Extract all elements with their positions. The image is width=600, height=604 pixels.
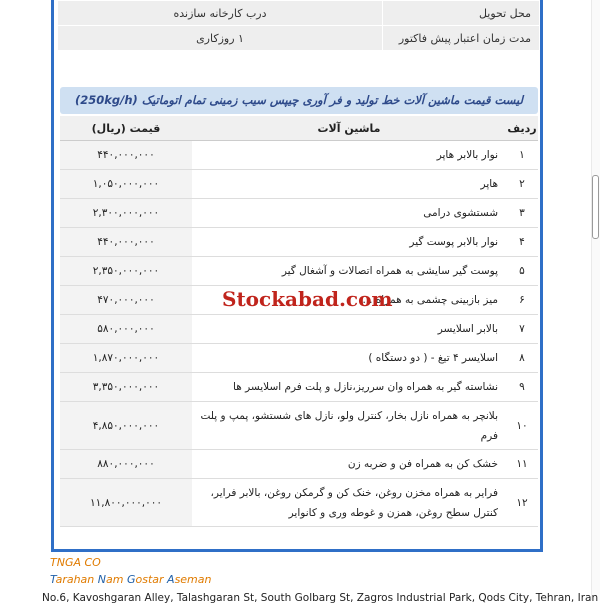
table-row xyxy=(60,479,538,527)
table-row xyxy=(60,373,538,402)
row-number: ۱۱ xyxy=(506,450,538,479)
info-value: درب کارخانه سازنده xyxy=(58,1,383,26)
machine-price: ۴۴۰,۰۰۰,۰۰۰ xyxy=(60,141,192,170)
machine-name: هاپر xyxy=(192,170,506,199)
price-list-title: لیست قیمت ماشین آلات خط تولید و فر آوری چیپس سیب زمینی تمام اتوماتیک (250kg/h) xyxy=(60,87,538,114)
table-row xyxy=(60,170,538,199)
tagline-word: am xyxy=(106,573,127,586)
table-header-row xyxy=(60,116,538,141)
machine-price: ۵۸۰,۰۰۰,۰۰۰ xyxy=(60,315,192,344)
machine-price: ۸۸۰,۰۰۰,۰۰۰ xyxy=(60,450,192,479)
watermark: Stockabad.com xyxy=(222,287,393,311)
tagline-initial: G xyxy=(126,573,136,586)
company-tagline xyxy=(50,573,212,586)
table-row xyxy=(60,228,538,257)
machine-price: ۴۷۰,۰۰۰,۰۰۰ xyxy=(60,286,192,315)
machine-name: نشاسته گیر به همراه وان سرریز،نازل و پلت فرم اسلایسر ها xyxy=(192,373,506,402)
tagline-initial: T xyxy=(50,573,56,586)
machine-price: ۲,۳۰۰,۰۰۰,۰۰۰ xyxy=(60,199,192,228)
machine-price: ۱۱,۸۰۰,۰۰۰,۰۰۰ xyxy=(60,479,192,527)
table-row xyxy=(60,450,538,479)
table-row xyxy=(60,199,538,228)
machine-price: ۱,۸۷۰,۰۰۰,۰۰۰ xyxy=(60,344,192,373)
footer xyxy=(50,556,212,586)
machine-price: ۱,۰۵۰,۰۰۰,۰۰۰ xyxy=(60,170,192,199)
machine-name: خشک کن به همراه فن و ضربه زن xyxy=(192,450,506,479)
machine-name: شستشوی درامی xyxy=(192,199,506,228)
machine-price: ۳,۳۵۰,۰۰۰,۰۰۰ xyxy=(60,373,192,402)
row-number: ۱۰ xyxy=(506,402,538,450)
machine-price: ۴۴۰,۰۰۰,۰۰۰ xyxy=(60,228,192,257)
info-label: محل تحویل xyxy=(383,1,540,26)
row-number: ۶ xyxy=(506,286,538,315)
row-number: ۷ xyxy=(506,315,538,344)
table-row xyxy=(60,315,538,344)
tagline-word: seman xyxy=(174,573,212,586)
tagline-initial: A xyxy=(167,573,175,586)
tagline-word: ostar xyxy=(135,573,168,586)
table-row xyxy=(60,141,538,170)
company-address: No.6, Kavoshgaran Alley, Talashgaran St, South Golbarg St, Zagros Industrial Park, Qods City, Tehran, Iran xyxy=(42,592,599,604)
scrollbar-thumb[interactable] xyxy=(592,175,599,239)
column-header-row-number: ردیف xyxy=(506,116,538,141)
row-number: ۳ xyxy=(506,199,538,228)
row-number: ۹ xyxy=(506,373,538,402)
tagline-initial: N xyxy=(97,573,106,586)
column-header-price: قیمت (ریال) xyxy=(60,116,192,141)
company-name: TNGA CO xyxy=(50,556,101,569)
table-row xyxy=(60,402,538,450)
machine-name: نوار بالابر پوست گیر xyxy=(192,228,506,257)
machine-name: پوست گیر سایشی به همراه اتصالات و آشغال گیر xyxy=(192,257,506,286)
machine-price: ۴,۸۵۰,۰۰۰,۰۰۰ xyxy=(60,402,192,450)
row-number: ۲ xyxy=(506,170,538,199)
vertical-scrollbar[interactable] xyxy=(591,0,600,600)
info-row xyxy=(58,1,540,26)
machine-name: فرایر به همراه مخزن روغن، خنک کن و گرمکن روغن، بالابر فرایر، کنترل سطح روغن، همزن و غوطه وری و کانوایر xyxy=(192,479,506,527)
delivery-info-table xyxy=(57,0,540,51)
price-table xyxy=(60,116,538,527)
machine-name: بالابر اسلایسر xyxy=(192,315,506,344)
column-header-machine: ماشین آلات xyxy=(192,116,506,141)
row-number: ۱۲ xyxy=(506,479,538,527)
info-value: ۱ روزکاری xyxy=(58,26,383,51)
row-number: ۵ xyxy=(506,257,538,286)
table-row xyxy=(60,257,538,286)
machine-name: بلانچر به همراه نازل بخار، کنترل ولو، نازل های شستشو، پمپ و پلت فرم xyxy=(192,402,506,450)
row-number: ۸ xyxy=(506,344,538,373)
machine-price: ۲,۳۵۰,۰۰۰,۰۰۰ xyxy=(60,257,192,286)
machine-name: میز بازبینی چشمی به همراه ... xyxy=(192,286,506,315)
row-number: ۱ xyxy=(506,141,538,170)
info-row xyxy=(58,26,540,51)
machine-name: نوار بالابر هاپر xyxy=(192,141,506,170)
machine-name: اسلایسر ۴ تیغ - ( دو دستگاه ) xyxy=(192,344,506,373)
table-row xyxy=(60,344,538,373)
row-number: ۴ xyxy=(506,228,538,257)
info-label: مدت زمان اعتبار پیش فاکتور xyxy=(383,26,540,51)
tagline-word: arahan xyxy=(55,573,98,586)
